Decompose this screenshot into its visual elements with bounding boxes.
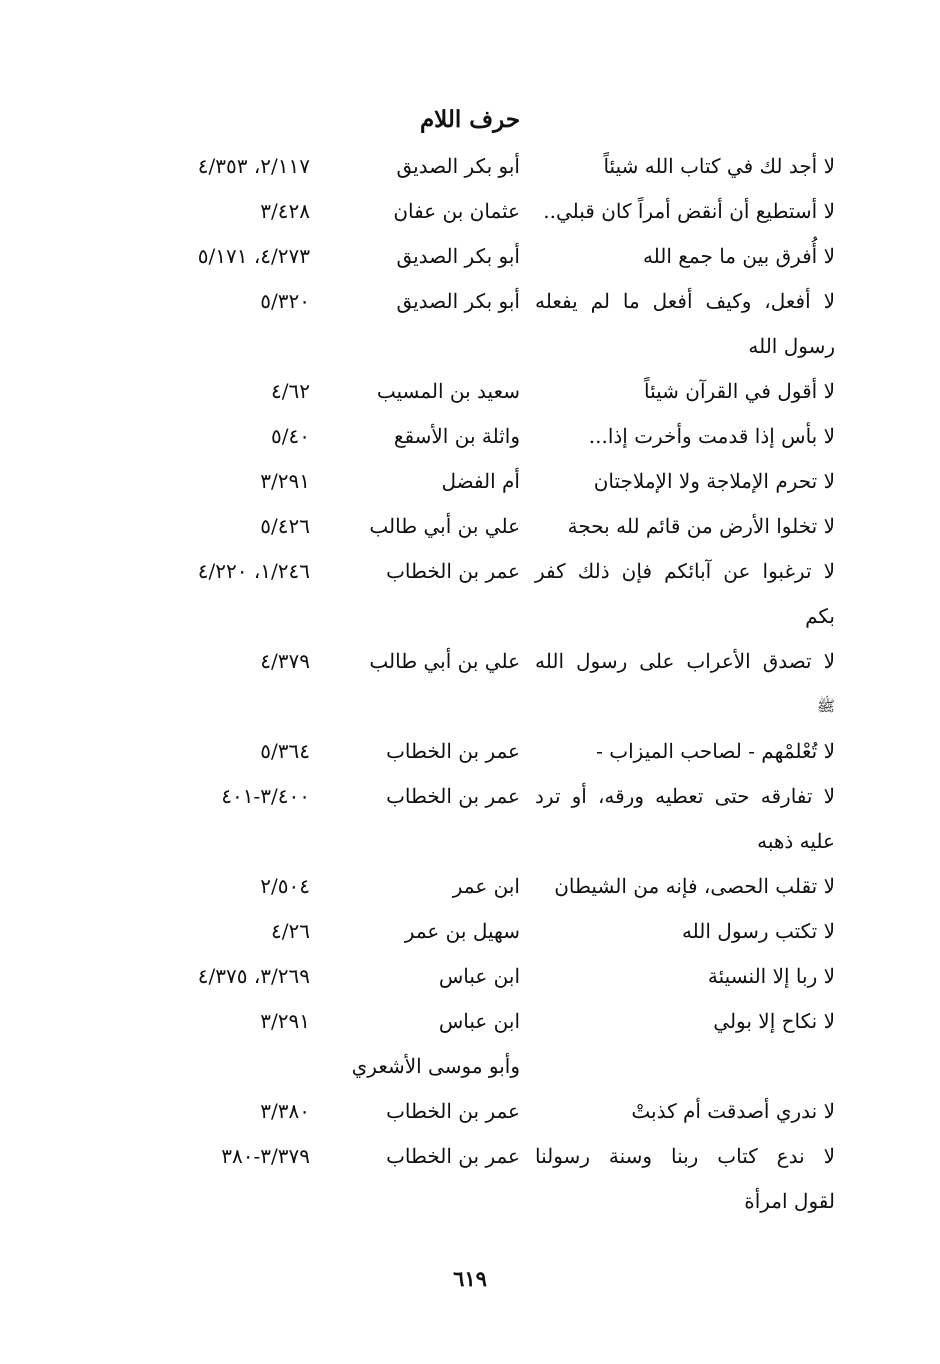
- narrator-name: سهيل بن عمر: [404, 919, 520, 943]
- narrator-name: عمر بن الخطاب: [386, 559, 520, 583]
- index-line: [0, 414, 940, 459]
- volume-page-reference: ٣/٢٩١: [260, 469, 310, 493]
- hadith-text: لا ربا إلا النسيئة: [707, 964, 835, 988]
- index-line: [0, 1134, 940, 1179]
- narrator-name: [330, 594, 520, 639]
- narrator-name: علي بن أبي طالب: [369, 514, 520, 538]
- volume-page-reference: ٣/٤٢٨: [260, 199, 310, 223]
- index-line: [0, 369, 940, 414]
- volume-page-reference: ٣/٤٠٠-٤٠١: [221, 784, 310, 808]
- hadith-text: لا ندع كتاب ربنا وسنة رسولنا: [535, 1144, 835, 1168]
- hadith-text: رسول الله: [748, 334, 835, 358]
- volume-page-reference: ١/٢٤٦، ٤/٢٢٠: [197, 559, 310, 583]
- hadith-text: لا تفارقه حتى تعطيه ورقه، أو ترد: [535, 784, 835, 808]
- hadith-text: لا ندري أصدقت أم كذبتْ: [631, 1099, 835, 1123]
- index-line: [0, 684, 940, 729]
- narrator-name: [330, 1179, 520, 1224]
- index-line: [0, 864, 940, 909]
- hadith-text: [535, 1044, 835, 1089]
- volume-page-reference: ٥/٤٠: [271, 424, 310, 448]
- index-line: [0, 144, 940, 189]
- hadith-text: عليه ذهبه: [757, 829, 835, 853]
- hadith-text: لا ترغبوا عن آبائكم فإن ذلك كفر: [535, 559, 835, 583]
- page-number: ٦١٩: [453, 1266, 487, 1291]
- index-line: [0, 234, 940, 279]
- narrator-name: ابن عمر: [452, 874, 520, 898]
- hadith-text: لا أستطيع أن أنقض أمراً كان قبلي..: [543, 199, 835, 223]
- hadith-text: لا تُعْلمْهم - لصاحب الميزاب -: [596, 739, 835, 763]
- narrator-name: [330, 684, 520, 729]
- narrator-name: عمر بن الخطاب: [386, 1144, 520, 1168]
- index-line: [0, 594, 940, 639]
- index-line: [0, 909, 940, 954]
- index-line: [0, 999, 940, 1044]
- hadith-text: لا تقلب الحصى، فإنه من الشيطان: [554, 874, 835, 898]
- narrator-name: عمر بن الخطاب: [386, 1099, 520, 1123]
- volume-page-reference: ٥/٣٢٠: [260, 289, 310, 313]
- index-line: [0, 639, 940, 684]
- narrator-name: أم الفضل: [441, 469, 520, 493]
- index-line: [0, 954, 940, 999]
- volume-page-reference: [100, 819, 310, 864]
- volume-page-reference: ٤/٢٧٣، ٥/١٧١: [197, 244, 310, 268]
- index-line: [0, 1089, 940, 1134]
- hadith-text: لا أقول في القرآن شيئاً: [643, 379, 835, 403]
- volume-page-reference: ٥/٤٢٦: [260, 514, 310, 538]
- index-line: [0, 504, 940, 549]
- hadith-text: لا تصدق الأعراب على رسول الله: [535, 649, 835, 673]
- volume-page-reference: ٤/٦٢: [271, 379, 310, 403]
- section-heading: حرف اللام: [419, 106, 521, 133]
- narrator-name: علي بن أبي طالب: [369, 649, 520, 673]
- narrator-name: أبو بكر الصديق: [396, 154, 520, 178]
- hadith-text: لا تحرم الإملاجة ولا الإملاجتان: [593, 469, 835, 493]
- narrator-name: [330, 324, 520, 369]
- salutation-mark: ﷺ: [816, 697, 835, 715]
- volume-page-reference: ٣/٢٦٩، ٤/٣٧٥: [197, 964, 310, 988]
- volume-page-reference: ٣/٣٧٩-٣٨٠: [221, 1144, 310, 1168]
- index-line: [0, 459, 940, 504]
- index-line: [0, 774, 940, 819]
- volume-page-reference: ٣/٣٨٠: [260, 1099, 310, 1123]
- narrator-name: عمر بن الخطاب: [386, 739, 520, 763]
- volume-page-reference: ٢/١١٧، ٤/٣٥٣: [197, 154, 310, 178]
- narrator-name: واثلة بن الأسقع: [393, 424, 520, 448]
- volume-page-reference: ٢/٥٠٤: [260, 874, 310, 898]
- volume-page-reference: [100, 1044, 310, 1089]
- index-line: [0, 549, 940, 594]
- narrator-name: ابن عباس: [438, 1009, 520, 1033]
- narrator-name: أبو بكر الصديق: [396, 289, 520, 313]
- volume-page-reference: [100, 1179, 310, 1224]
- index-line: [0, 729, 940, 774]
- hadith-text: لا نكاح إلا بولي: [713, 1009, 835, 1033]
- volume-page-reference: ٤/٢٦: [271, 919, 310, 943]
- hadith-text: لا تخلوا الأرض من قائم لله بحجة: [567, 514, 835, 538]
- narrator-name: ابن عباس: [438, 964, 520, 988]
- index-line: [0, 819, 940, 864]
- volume-page-reference: ٥/٣٦٤: [260, 739, 310, 763]
- volume-page-reference: [100, 594, 310, 639]
- hadith-text: لا تكتب رسول الله: [681, 919, 835, 943]
- volume-page-reference: [100, 684, 310, 729]
- hadith-text: لا بأس إذا قدمت وأخرت إذا...: [588, 424, 835, 448]
- narrator-name: سعيد بن المسيب: [376, 379, 520, 403]
- volume-page-reference: ٣/٢٩١: [260, 1009, 310, 1033]
- narrator-name: عمر بن الخطاب: [386, 784, 520, 808]
- index-line: [0, 189, 940, 234]
- hadith-text: لا أُفرق بين ما جمع الله: [642, 244, 835, 268]
- narrator-name: أبو بكر الصديق: [396, 244, 520, 268]
- narrator-name: وأبو موسى الأشعري: [351, 1054, 520, 1078]
- index-line: [0, 279, 940, 324]
- volume-page-reference: [100, 324, 310, 369]
- narrator-name: عثمان بن عفان: [393, 199, 520, 223]
- index-line: [0, 1044, 940, 1089]
- index-line: [0, 324, 940, 369]
- hadith-text: بكم: [805, 604, 835, 628]
- volume-page-reference: ٤/٣٧٩: [260, 649, 310, 673]
- index-line: [0, 1179, 940, 1224]
- narrator-name: [330, 819, 520, 864]
- hadith-text: لا أفعل، وكيف أفعل ما لم يفعله: [535, 289, 835, 313]
- index-entries: [0, 144, 940, 1224]
- hadith-text: لا أجد لك في كتاب الله شيئاً: [603, 154, 835, 178]
- hadith-text: لقول امرأة: [744, 1189, 835, 1213]
